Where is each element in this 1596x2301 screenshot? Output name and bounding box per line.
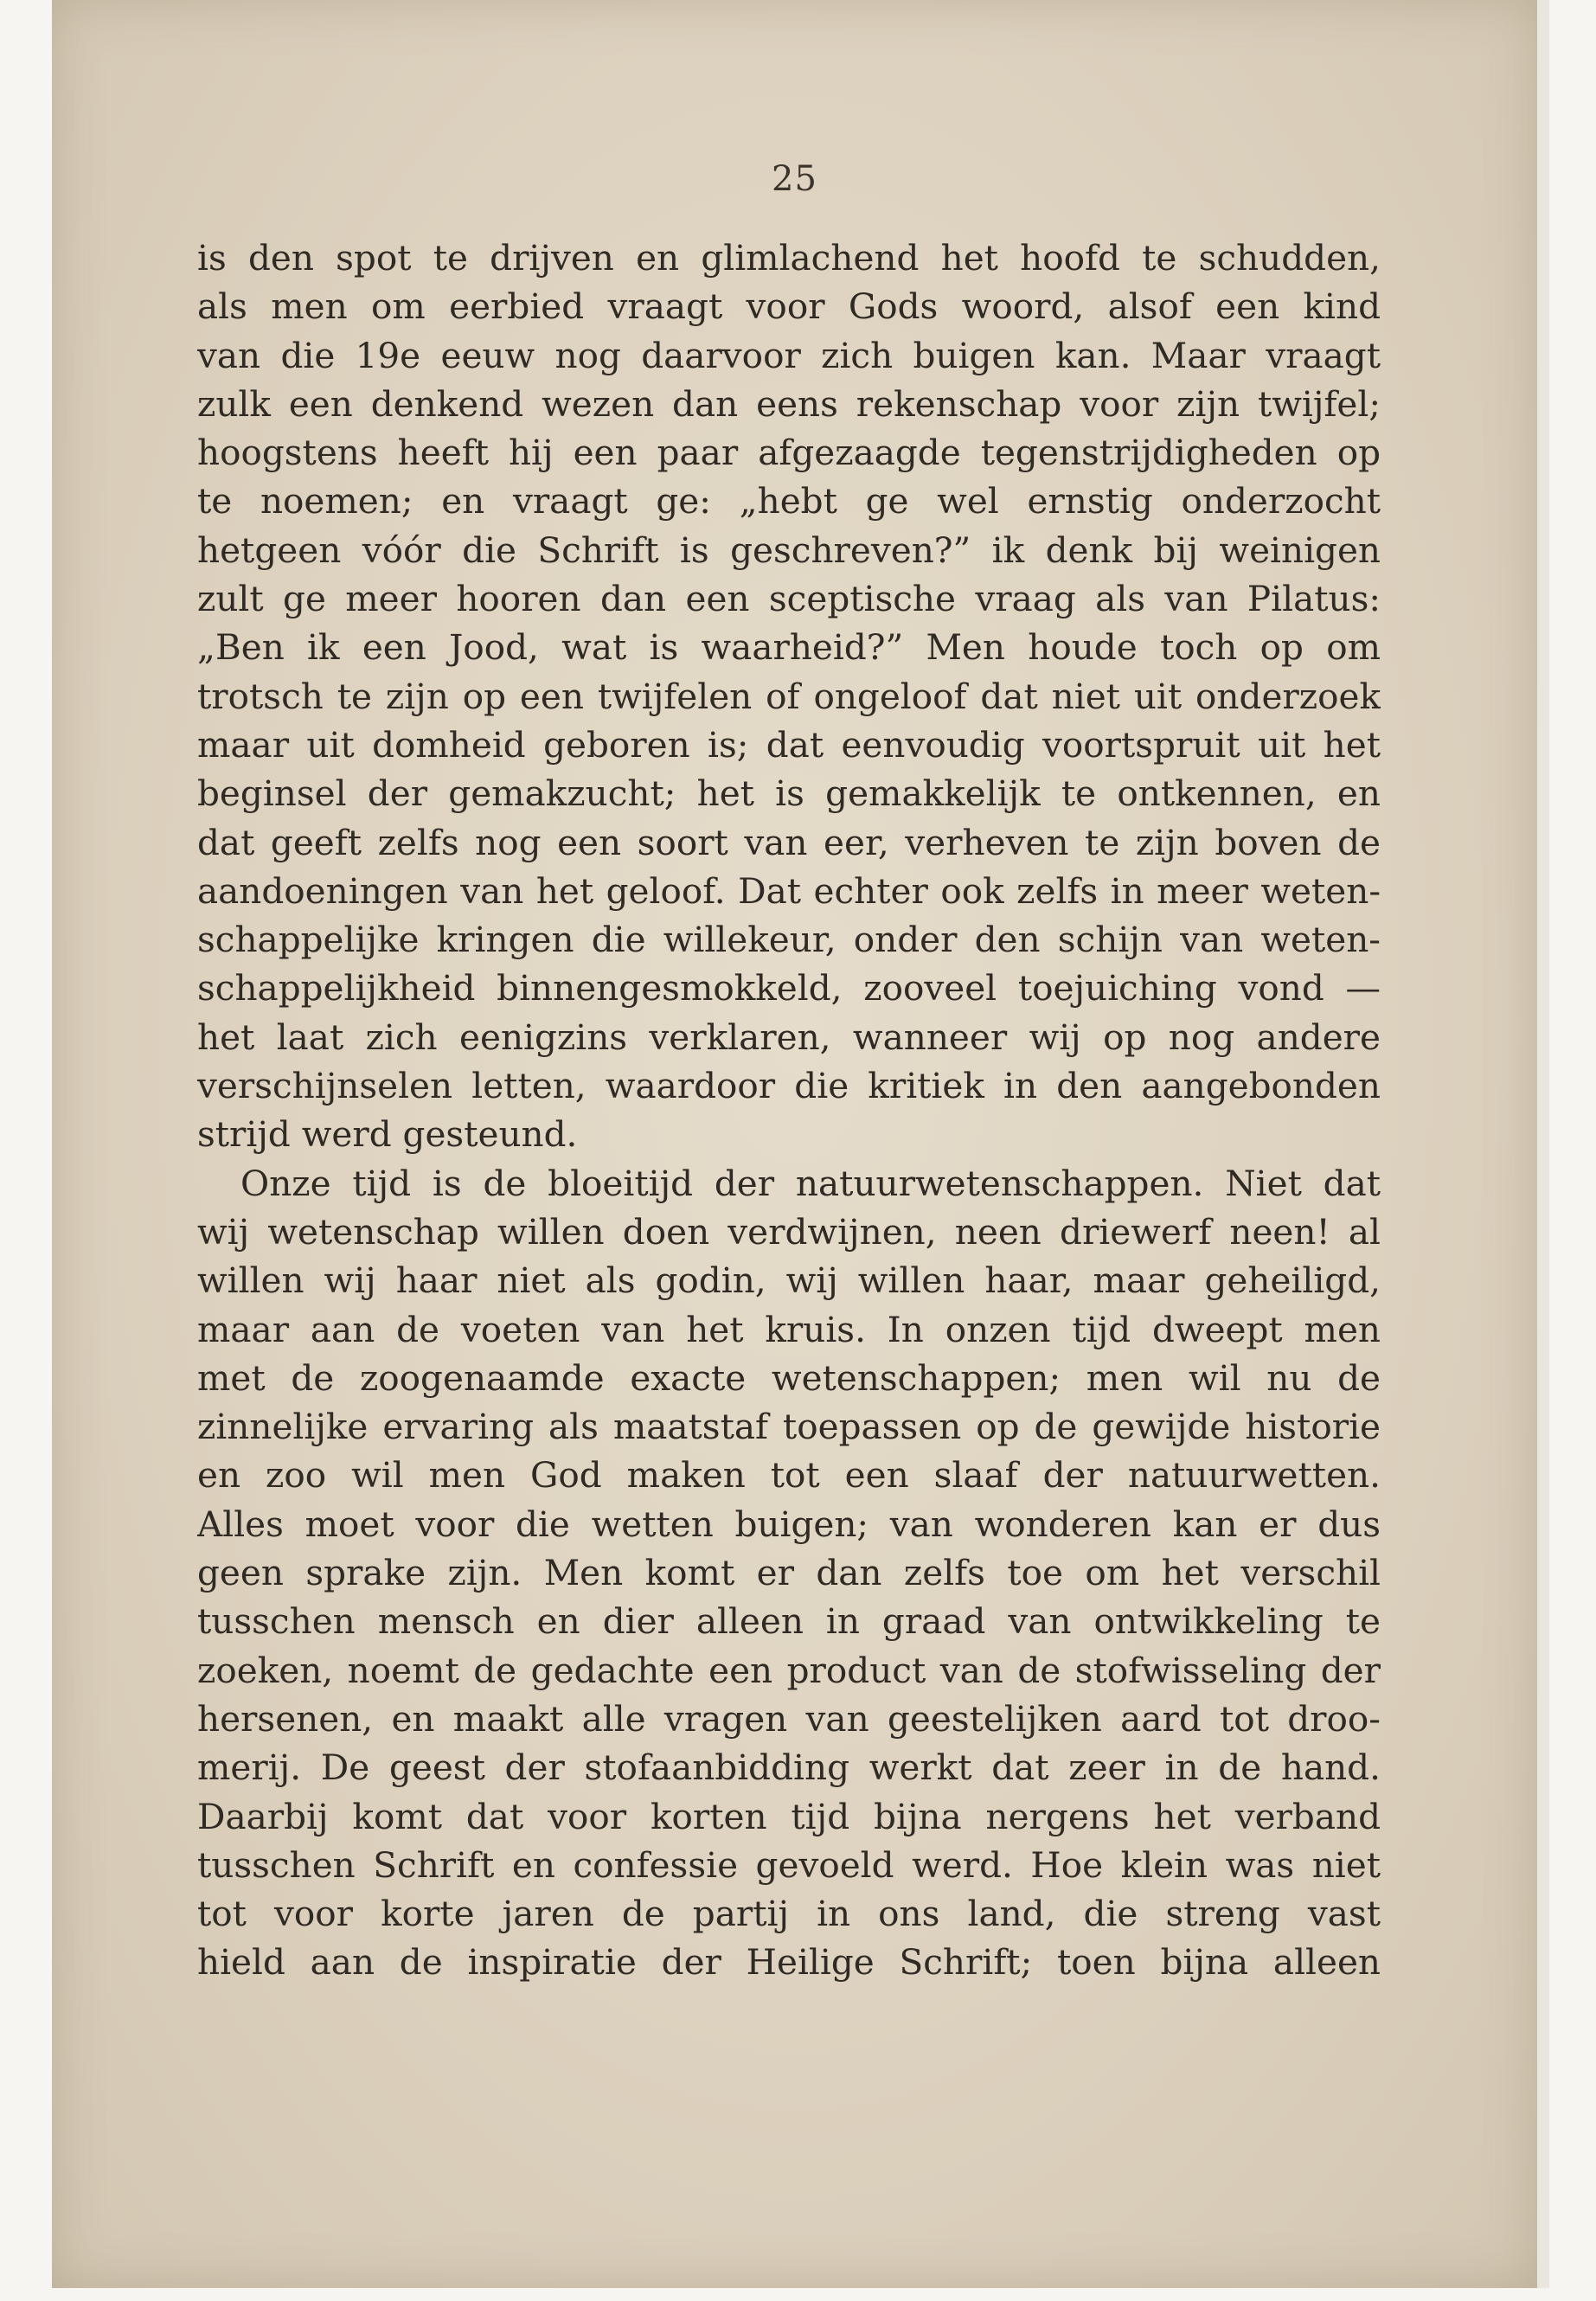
page-number: 25 (772, 159, 817, 199)
text-line: Daarbij komt dat voor korten tijd bijna nergens het verband (197, 1795, 1381, 1837)
text-line: te noemen; en vraagt ge: „hebt ge wel ernstig onderzocht (197, 480, 1381, 522)
text-line: is den spot te drijven en glimlachend het hoofd te schudden, (197, 237, 1381, 279)
text-line: strijd werd gesteund. (197, 1113, 578, 1156)
text-line: „Ben ik een Jood, wat is waarheid?” Men houde toch op om (197, 626, 1381, 669)
body-text (197, 234, 1381, 1987)
text-line: schappelijkheid binnengesmokkeld, zooveel toejuiching vond — (197, 967, 1381, 1009)
text-line: zoeken, noemt de gedachte een product van de stofwisseling der (197, 1649, 1381, 1691)
text-line: hoogstens heeft hij een paar afgezaagde tegenstrijdigheden op (197, 432, 1381, 474)
text-line: maar uit domheid geboren is; dat eenvoudig voortspruit uit het (197, 723, 1381, 766)
text-line: aandoeningen van het geloof. Dat echter ook zelfs in meer weten- (197, 869, 1381, 912)
text-line: hersenen, en maakt alle vragen van geestelijken aard tot droo- (197, 1697, 1381, 1740)
book-page (52, 0, 1549, 2288)
text-line: schappelijke kringen die willekeur, onder den schijn van weten- (197, 919, 1381, 961)
text-line: Onze tijd is de bloeitijd der natuurwetenschappen. Niet dat (240, 1162, 1381, 1204)
text-line: dat geeft zelfs nog een soort van eer, verheven te zijn boven de (197, 821, 1381, 863)
text-line: zult ge meer hooren dan een sceptische vraag als van Pilatus: (197, 578, 1381, 620)
text-line: Alles moet voor die wetten buigen; van wonderen kan er dus (197, 1503, 1381, 1545)
text-line: geen sprake zijn. Men komt er dan zelfs toe om het verschil (197, 1552, 1381, 1594)
text-line: verschijnselen letten, waardoor die kritiek in den aangebonden (197, 1065, 1381, 1107)
text-line: en zoo wil men God maken tot een slaaf der natuurwetten. (197, 1454, 1381, 1497)
text-line: maar aan de voeten van het kruis. In onzen tijd dweept men (197, 1308, 1381, 1350)
text-line: zinnelijke ervaring als maatstaf toepassen op de gewijde historie (197, 1406, 1381, 1448)
text-line: zulk een denkend wezen dan eens rekenschap voor zijn twijfel; (197, 382, 1381, 425)
text-line: van die 19e eeuw nog daarvoor zich buigen kan. Maar vraagt (197, 334, 1381, 376)
text-line: willen wij haar niet als godin, wij willen haar, maar geheiligd, (197, 1259, 1381, 1302)
text-line: beginsel der gemakzucht; het is gemakkelijk te ontkennen, en (197, 772, 1381, 815)
text-line: tusschen Schrift en confessie gevoeld werd. Hoe klein was niet (197, 1843, 1381, 1886)
text-line: hetgeen vóór die Schrift is geschreven?” ik denk bij weinigen (197, 529, 1381, 571)
text-line: als men om eerbied vraagt voor Gods woord, alsof een kind (197, 285, 1381, 328)
text-line: hield aan de inspiratie der Heilige Schrift; toen bijna alleen (197, 1941, 1381, 1984)
text-line: tusschen mensch en dier alleen in graad van ontwikkeling te (197, 1600, 1381, 1643)
text-line: het laat zich eenigzins verklaren, wanneer wij op nog andere (197, 1016, 1381, 1058)
text-line: met de zoogenaamde exacte wetenschappen; men wil nu de (197, 1356, 1381, 1399)
text-line: trotsch te zijn op een twijfelen of ongeloof dat niet uit onderzoek (197, 675, 1381, 717)
text-line: merij. De geest der stofaanbidding werkt dat zeer in de hand. (197, 1747, 1381, 1789)
text-line: wij wetenschap willen doen verdwijnen, neen driewerf neen! al (197, 1210, 1381, 1253)
text-line: tot voor korte jaren de partij in ons land, die streng vast (197, 1893, 1381, 1935)
